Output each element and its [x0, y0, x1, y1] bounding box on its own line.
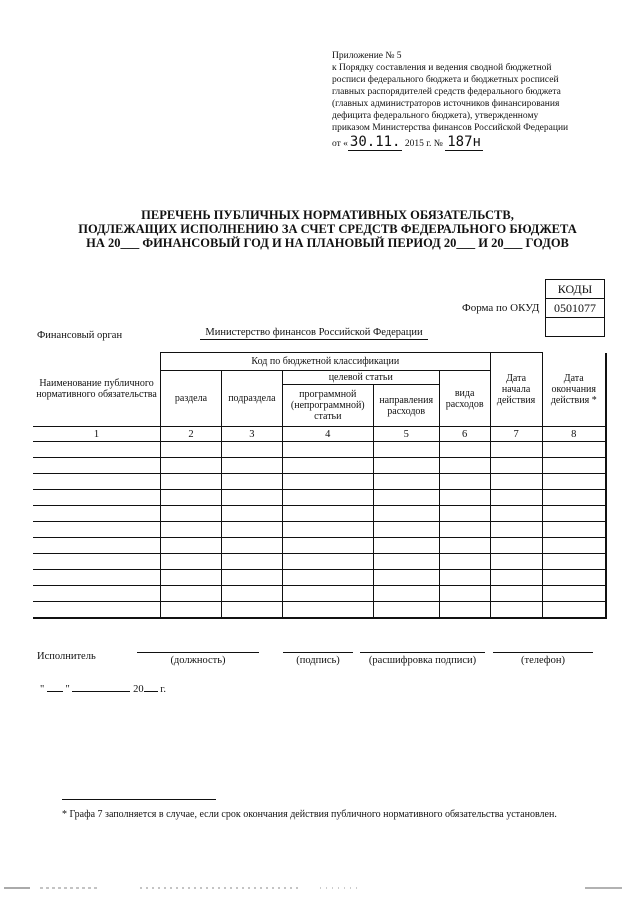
table-cell[interactable]: [282, 458, 373, 474]
table-cell[interactable]: [542, 554, 606, 570]
table-row: [33, 586, 606, 602]
column-number: 2: [161, 427, 222, 442]
table-cell[interactable]: [33, 522, 161, 538]
table-cell[interactable]: [282, 442, 373, 458]
footnote-text: * Графа 7 заполняется в случае, если срок окончания действия публичного нормативного обязательства установлен.: [62, 809, 557, 820]
footnote-rule: [62, 799, 216, 800]
table-cell[interactable]: [282, 586, 373, 602]
table-row: [33, 474, 606, 490]
table-cell[interactable]: [373, 586, 439, 602]
approval-line: приказом Министерства финансов Российской Федерации: [332, 123, 569, 133]
table-cell[interactable]: [439, 586, 490, 602]
okud-code-field[interactable]: 0501077: [545, 299, 605, 318]
table-cell[interactable]: [439, 442, 490, 458]
table-cell[interactable]: [490, 538, 542, 554]
table-cell[interactable]: [221, 522, 282, 538]
table-cell[interactable]: [161, 602, 222, 619]
obligations-table: [33, 352, 607, 619]
table-cell[interactable]: [221, 602, 282, 619]
table-row: [33, 490, 606, 506]
approval-line: дефицита федерального бюджета), утвержденному: [332, 111, 539, 121]
table-cell[interactable]: [542, 570, 606, 586]
table-cell[interactable]: [439, 474, 490, 490]
table-cell[interactable]: [490, 570, 542, 586]
fin-organ-label: Финансовый орган: [37, 330, 123, 341]
decode-line[interactable]: [360, 652, 485, 653]
approval-line: (главных администраторов источников финансирования: [332, 99, 560, 109]
table-cell[interactable]: [33, 506, 161, 522]
table-cell[interactable]: [490, 586, 542, 602]
approval-line: главных распорядителей средств федерального бюджета: [332, 87, 561, 97]
table-cell[interactable]: [373, 442, 439, 458]
codes-empty-field[interactable]: [545, 318, 605, 337]
title-line-3: НА 20___ ФИНАНСОВЫЙ ГОД И НА ПЛАНОВЫЙ ПЕРИОД 20___ И 20___ ГОДОВ: [86, 236, 569, 250]
table-cell[interactable]: [33, 602, 161, 619]
column-numbers-row: [33, 427, 606, 442]
handwritten-date: 30.11.: [349, 134, 401, 150]
column-number: 4: [282, 427, 373, 442]
table-body: [33, 442, 606, 619]
table-cell[interactable]: [373, 490, 439, 506]
column-number: 7: [490, 427, 542, 442]
table-cell[interactable]: [221, 554, 282, 570]
header-budget-code: Код по бюджетной классификации: [161, 353, 491, 371]
header-target-article: целевой статьи: [282, 371, 439, 385]
table-cell[interactable]: [282, 570, 373, 586]
table-row: [33, 602, 606, 619]
table-cell[interactable]: [490, 506, 542, 522]
date-quote-close: ": [65, 684, 70, 695]
table-cell[interactable]: [282, 554, 373, 570]
scan-artifact-marks: [0, 886, 640, 890]
table-cell[interactable]: [221, 490, 282, 506]
column-number: 8: [542, 427, 606, 442]
table-cell[interactable]: [490, 442, 542, 458]
approval-block: [332, 50, 582, 150]
table-row: [33, 554, 606, 570]
table-cell[interactable]: [490, 474, 542, 490]
table-cell[interactable]: [542, 522, 606, 538]
table-cell[interactable]: [282, 474, 373, 490]
year-field[interactable]: [144, 681, 158, 692]
table-cell[interactable]: [439, 458, 490, 474]
header-program-article: программной (непрограммной) статьи: [282, 385, 373, 427]
table-cell[interactable]: [221, 538, 282, 554]
table-cell[interactable]: [161, 522, 222, 538]
table-cell[interactable]: [161, 474, 222, 490]
table-cell[interactable]: [33, 554, 161, 570]
column-number: 5: [373, 427, 439, 442]
table-cell[interactable]: [221, 506, 282, 522]
table-cell[interactable]: [33, 442, 161, 458]
header-name: Наименование публичного нормативного обязательства: [33, 353, 161, 427]
table-cell[interactable]: [490, 522, 542, 538]
table-cell[interactable]: [221, 570, 282, 586]
table-cell[interactable]: [542, 458, 606, 474]
table-cell[interactable]: [282, 522, 373, 538]
column-number: 6: [439, 427, 490, 442]
table-cell[interactable]: [33, 538, 161, 554]
table-cell[interactable]: [161, 506, 222, 522]
table-cell[interactable]: [439, 538, 490, 554]
day-field[interactable]: [47, 681, 63, 692]
table-row: [33, 522, 606, 538]
table-cell[interactable]: [373, 458, 439, 474]
signature-caption: (подпись): [296, 655, 340, 666]
table-row: [33, 506, 606, 522]
date-mid: 2015 г. №: [404, 139, 443, 149]
table-cell[interactable]: [161, 458, 222, 474]
table-cell[interactable]: [439, 522, 490, 538]
codes-header: КОДЫ: [545, 279, 605, 299]
year-prefix: 20: [133, 684, 144, 695]
table-cell[interactable]: [439, 490, 490, 506]
table-cell[interactable]: [439, 554, 490, 570]
table-cell[interactable]: [33, 586, 161, 602]
header-expense-direction: направления расходов: [373, 385, 439, 427]
okud-label: Форма по ОКУД: [462, 302, 540, 314]
table-cell[interactable]: [542, 586, 606, 602]
handwritten-number: 187н: [447, 134, 481, 150]
table-cell[interactable]: [439, 570, 490, 586]
table-cell[interactable]: [542, 538, 606, 554]
table-cell[interactable]: [161, 490, 222, 506]
table-cell[interactable]: [542, 506, 606, 522]
table-row: [33, 570, 606, 586]
table-cell[interactable]: [542, 474, 606, 490]
table-cell[interactable]: [490, 602, 542, 619]
header-start-date: Дата начала действия: [490, 353, 542, 427]
column-number: 3: [221, 427, 282, 442]
fin-organ-value[interactable]: Министерство финансов Российской Федерации: [200, 327, 428, 340]
table-cell[interactable]: [490, 490, 542, 506]
approval-line: Приложение № 5: [332, 51, 402, 61]
table-cell[interactable]: [33, 570, 161, 586]
table-cell[interactable]: [373, 474, 439, 490]
table-cell[interactable]: [282, 490, 373, 506]
decode-caption: (расшифровка подписи): [368, 655, 477, 666]
table-cell[interactable]: [282, 506, 373, 522]
table-cell[interactable]: [161, 554, 222, 570]
title-line-2: ПОДЛЕЖАЩИХ ИСПОЛНЕНИЮ ЗА СЧЕТ СРЕДСТВ ФЕДЕРАЛЬНОГО БЮДЖЕТА: [78, 222, 577, 236]
table-cell[interactable]: [282, 602, 373, 619]
position-line[interactable]: [137, 652, 259, 653]
table-cell[interactable]: [161, 570, 222, 586]
phone-line[interactable]: [493, 652, 593, 653]
table-cell[interactable]: [33, 474, 161, 490]
codes-box: [545, 279, 605, 337]
document-title: [40, 208, 615, 250]
table-cell[interactable]: [373, 602, 439, 619]
header-end-date: Дата окончания действия *: [542, 353, 606, 427]
date-quote-open: ": [40, 684, 45, 695]
approval-date-line: [332, 136, 582, 150]
table-cell[interactable]: [373, 538, 439, 554]
position-caption: (должность): [170, 655, 226, 666]
table-cell[interactable]: [373, 506, 439, 522]
table-cell[interactable]: [542, 602, 606, 619]
table-cell[interactable]: [221, 442, 282, 458]
title-line-1: ПЕРЕЧЕНЬ ПУБЛИЧНЫХ НОРМАТИВНЫХ ОБЯЗАТЕЛЬСТВ,: [141, 208, 514, 222]
table-cell[interactable]: [373, 522, 439, 538]
table-row: [33, 458, 606, 474]
table-cell[interactable]: [221, 474, 282, 490]
signature-line[interactable]: [283, 652, 353, 653]
table-cell[interactable]: [221, 586, 282, 602]
table-cell[interactable]: [33, 458, 161, 474]
table-cell[interactable]: [439, 602, 490, 619]
table-cell[interactable]: [161, 538, 222, 554]
executor-label: Исполнитель: [37, 651, 96, 662]
date-prefix: от «: [332, 139, 348, 149]
table-cell[interactable]: [542, 442, 606, 458]
approval-line: росписи федерального бюджета и бюджетных росписей: [332, 75, 559, 85]
year-suffix: г.: [160, 684, 166, 695]
table-cell[interactable]: [221, 458, 282, 474]
column-number: 1: [33, 427, 161, 442]
table-cell[interactable]: [373, 570, 439, 586]
month-field[interactable]: [72, 681, 130, 692]
phone-caption: (телефон): [521, 655, 565, 666]
table-cell[interactable]: [161, 442, 222, 458]
table-row: [33, 442, 606, 458]
header-subsection: подраздела: [221, 371, 282, 427]
signature-date: [40, 681, 166, 695]
header-expense-type: вида расходов: [439, 371, 490, 427]
header-section: раздела: [161, 371, 222, 427]
table-cell[interactable]: [373, 554, 439, 570]
table-cell[interactable]: [490, 458, 542, 474]
table-row: [33, 538, 606, 554]
table-cell[interactable]: [542, 490, 606, 506]
table-cell[interactable]: [161, 586, 222, 602]
table-cell[interactable]: [490, 554, 542, 570]
table-cell[interactable]: [33, 490, 161, 506]
approval-line: к Порядку составления и ведения сводной бюджетной: [332, 63, 552, 73]
table-cell[interactable]: [282, 538, 373, 554]
table-cell[interactable]: [439, 506, 490, 522]
